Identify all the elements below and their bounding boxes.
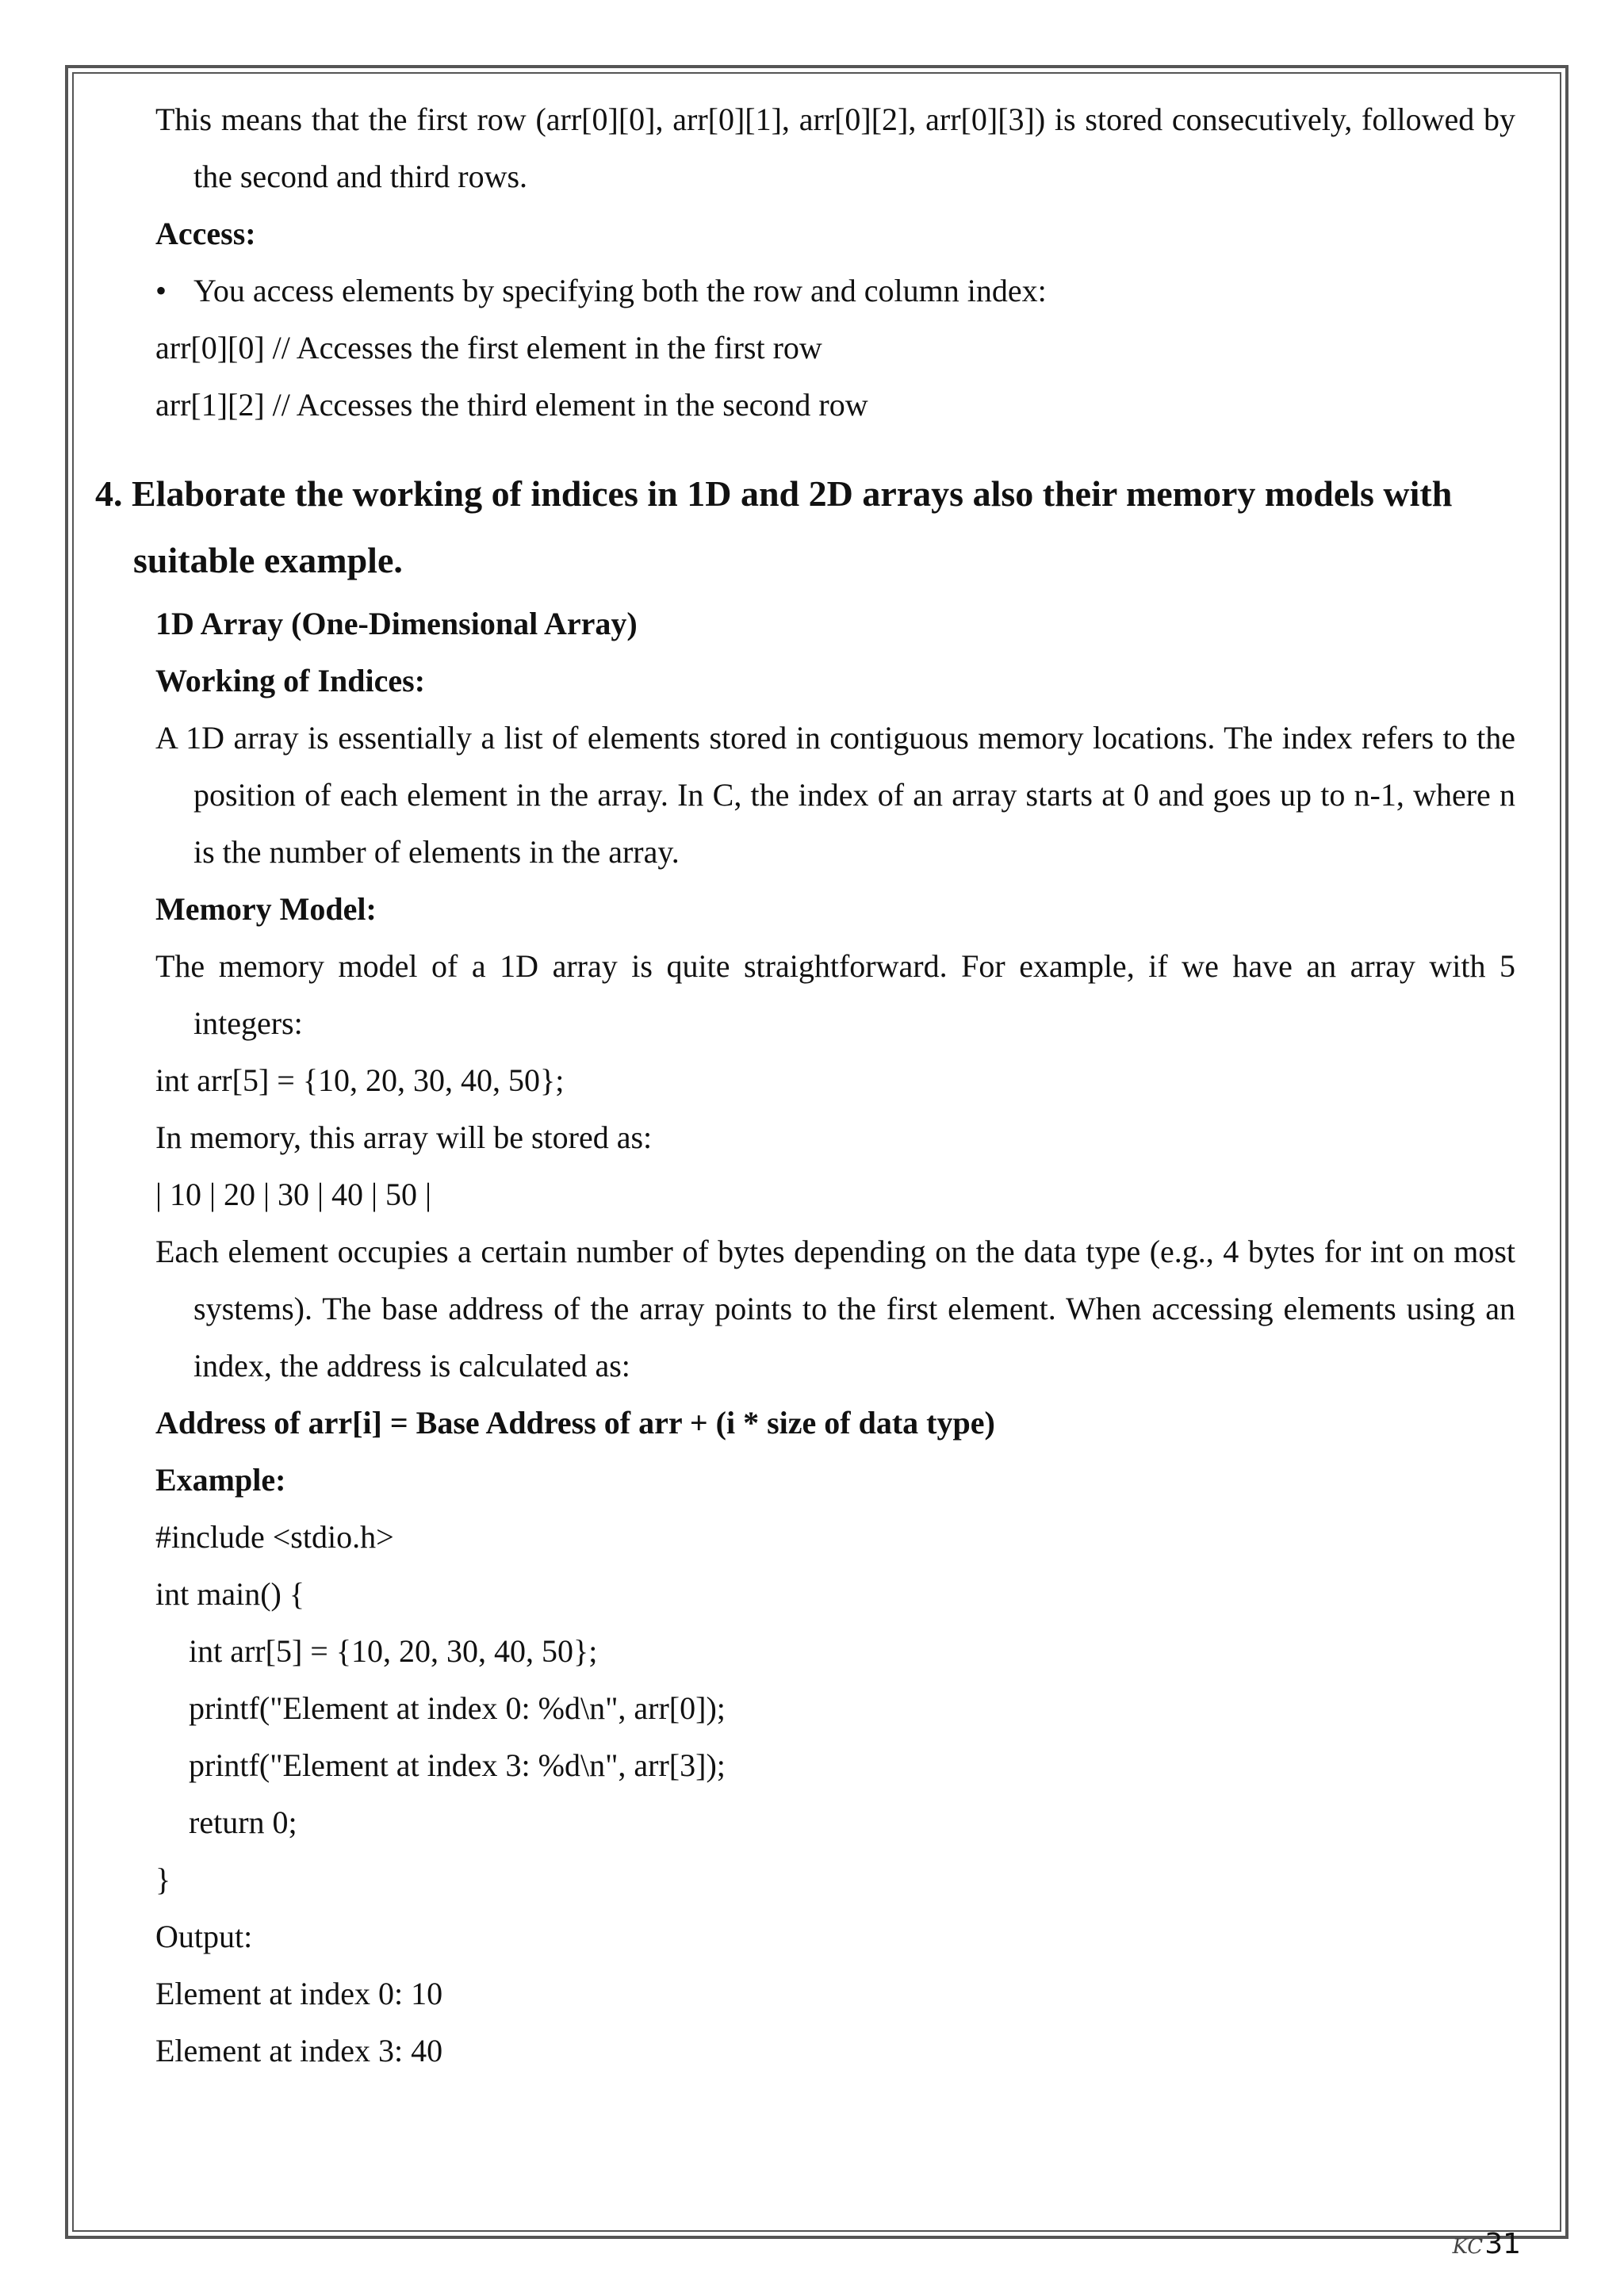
bytes-paragraph: Each element occupies a certain number of bytes depending on the data type (e.g., 4 bytes for int on most systems). The base address of the array points to the first element. When accessing elements using an index, the address is calculated as: <box>155 1234 1515 1383</box>
row-order-paragraph: This means that the first row (arr[0][0], arr[0][1], arr[0][2], arr[0][3]) is stored consecutively, followed by the second and third rows. <box>155 101 1515 194</box>
access-example-line: arr[1][2] // Accesses the third element in the second row <box>155 387 868 423</box>
memory-model-paragraph: The memory model of a 1D array is quite straightforward. For example, if we have an array with 5 integers: <box>155 948 1515 1041</box>
bullet-icon: • <box>155 273 167 308</box>
address-formula: Address of arr[i] = Base Address of arr + (i * size of data type) <box>155 1405 995 1441</box>
access-example-line: arr[0][0] // Accesses the first element in the first row <box>155 330 822 365</box>
array-declaration: int arr[5] = {10, 20, 30, 40, 50}; <box>155 1062 565 1098</box>
output-line: Element at index 0: 10 <box>155 1976 443 2011</box>
page-number: 31 <box>1484 2228 1521 2260</box>
access-bullet-item <box>155 262 1515 320</box>
indices-paragraph: A 1D array is essentially a list of elements stored in contiguous memory locations. The index refers to the position of each element in the array. In C, the index of an array starts at 0 and goes up to n-1, where n is the number of elements in the array. <box>155 720 1515 870</box>
memory-model-heading: Memory Model: <box>155 891 377 927</box>
code-line: int main() { <box>155 1576 305 1612</box>
output-line: Element at index 3: 40 <box>155 2033 443 2068</box>
code-line: printf("Element at index 3: %d\n", arr[3]); <box>189 1747 726 1783</box>
access-bullet-text: You access elements by specifying both the row and column index: <box>193 273 1047 308</box>
output-heading: Output: <box>155 1919 253 1954</box>
question-heading: 4. Elaborate the working of indices in 1D and 2D arrays also their memory models with suitable example. <box>95 473 1453 580</box>
section-title-1d: 1D Array (One-Dimensional Array) <box>155 606 638 641</box>
example-heading: Example: <box>155 1462 286 1498</box>
code-line: int arr[5] = {10, 20, 30, 40, 50}; <box>189 1633 598 1669</box>
code-line: printf("Element at index 0: %d\n", arr[0]); <box>189 1690 726 1726</box>
indices-heading: Working of Indices: <box>155 663 426 698</box>
memory-layout-line: | 10 | 20 | 30 | 40 | 50 | <box>155 1177 432 1212</box>
page-content <box>95 91 1515 2080</box>
access-heading: Access: <box>155 216 256 251</box>
code-line: } <box>155 1862 171 1897</box>
page-footer <box>1453 2228 1521 2260</box>
stored-as-text: In memory, this array will be stored as: <box>155 1119 653 1155</box>
code-line: return 0; <box>189 1804 297 1840</box>
author-mark: KC <box>1452 2235 1484 2259</box>
code-line: #include <stdio.h> <box>155 1519 394 1555</box>
